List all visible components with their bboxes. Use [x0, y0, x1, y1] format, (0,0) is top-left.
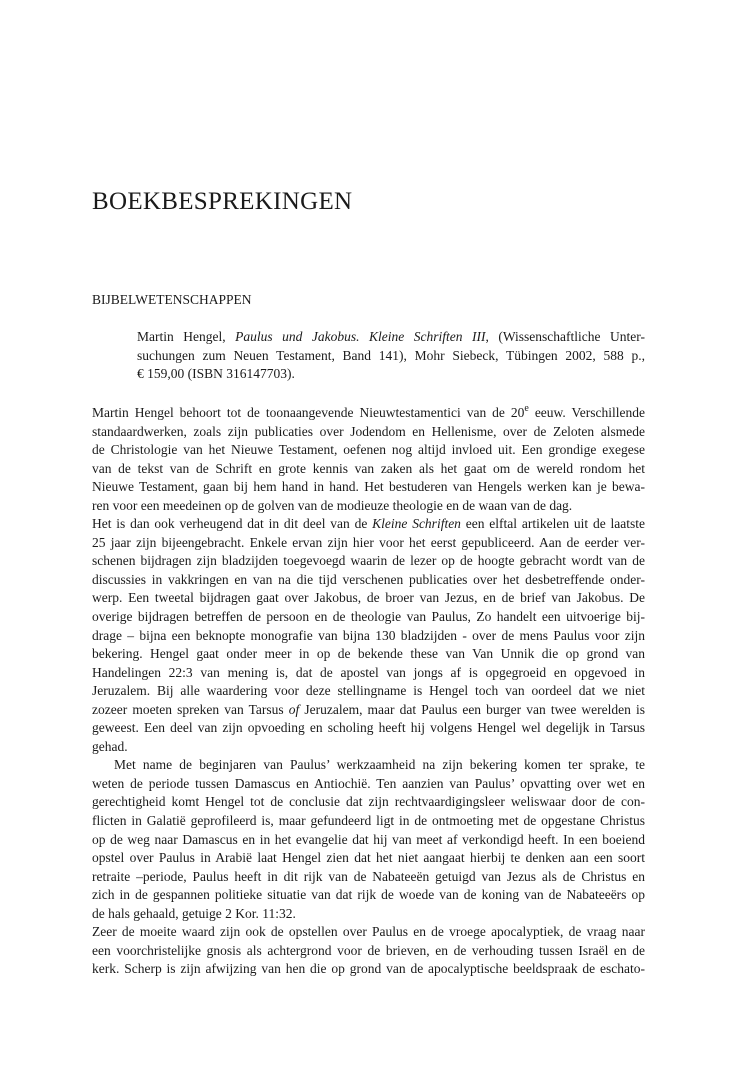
body-text: eeuw. Verschillende — [528, 405, 645, 420]
body-line: retraite –periode, Paulus heeft in dit rijk van de Nabateeën getuigd van Jezus als de Christus en — [92, 868, 645, 884]
body-line: geweest. Een deel van zijn opvoeding en scholing heeft hij volgens Hengel wel degelijk in Tarsus — [92, 720, 645, 736]
book-citation — [137, 328, 645, 384]
body-line: Nieuwe Testament, gaan bij hem hand in hand. Het bestuderen van Hengels werken kan je bewa- — [92, 479, 645, 495]
body-line: bekering. Hengel gaat onder meer in op de bekende these van Van Unnik die op grond van — [92, 646, 645, 662]
body-line: discussies in vakkringen en van na die tijd verschenen publicaties over het desbetreffende onder- — [92, 571, 645, 587]
review-body — [92, 404, 645, 979]
citation-book-title: Paulus und Jakobus. Kleine Schriften III — [235, 329, 486, 344]
body-line: de hals gehaald, getuige 2 Kor. 11:32. — [92, 905, 296, 921]
body-line: zich in de gespannen politieke situatie van dat rijk de woede van de koning van de Nabateeërs op — [92, 887, 645, 903]
body-line: op de weg naar Damascus en in het evangelie dat hij van meet af verkondigd heeft. In een boeiend — [92, 831, 645, 847]
italic-title: Kleine Schriften — [372, 516, 461, 532]
body-line: Met name de beginjaren van Paulus’ werkzaamheid na zijn bekering komen ter sprake, te — [114, 757, 645, 773]
superscript: e — [524, 403, 529, 414]
citation-line: suchungen zum Neuen Testament, Band 141), Mohr Siebeck, Tübingen 2002, 588 p., — [137, 347, 645, 363]
body-line — [92, 404, 645, 423]
body-text: zozeer moeten spreken van Tarsus — [92, 701, 289, 717]
body-text: een elftal artikelen uit de laatste — [460, 516, 645, 532]
citation-details: , (Wissenschaftliche Unter- — [485, 329, 645, 344]
body-line: Handelingen 22:3 van mening is, dat de apostel van jongs af is opgegroeid en opgevoed in — [92, 664, 645, 680]
body-line: standaardwerken, zoals zijn publicaties over Jodendom en Hellenisme, over de Zeloten alsmede — [92, 423, 645, 439]
body-line: werp. Een tweetal bijdragen gaat over Jakobus, de broer van Jezus, en de brief van Jakobus. De — [92, 590, 645, 606]
body-text: Jeruzalem, maar dat Paulus een burger van twee werelden is — [299, 701, 645, 717]
body-line: ren voor een meedeinen op de golven van de modieuze theologie en de waan van de dag. — [92, 497, 573, 513]
italic-word: of — [288, 701, 300, 717]
citation-line — [137, 328, 645, 347]
body-line: weten de periode tussen Damascus en Antiochië. Ten aanzien van Paulus’ opvatting over wet en — [92, 775, 645, 791]
citation-line: € 159,00 (ISBN 316147703). — [137, 366, 295, 382]
body-line: Jeruzalem. Bij alle waardering voor deze stellingname is Hengel toch van oordeel dat we niet — [92, 683, 645, 699]
body-line: kerk. Scherp is zijn afwijzing van hen die op grond van de apocalyptische beeldspraak de eschato- — [92, 961, 645, 977]
body-line — [92, 515, 645, 534]
body-line: een voorchristelijke gnosis als achtergrond voor de brieven, en de verhouding tussen Israël en de — [92, 942, 645, 958]
body-line: opstel over Paulus in Arabië laat Hengel zien dat het niet aangaat hierbij te denken aan een soort — [92, 850, 645, 866]
citation-author: Martin Hengel, — [137, 329, 236, 344]
body-text: Martin Hengel behoort tot de toonaangevende Nieuwtestamentici van de 20 — [92, 405, 525, 420]
body-line: drage – bijna een beknopte monografie van bijna 130 bladzijden - over de mens Paulus voor zijn — [92, 627, 645, 643]
body-line: flicten in Galatië geprofileerd is, maar gefundeerd ligt in de ontmoeting met de opgestane Christus — [92, 813, 645, 829]
body-line — [92, 701, 645, 720]
body-line: schenen bijdragen zijn bladzijden toegevoegd waarin de lezer op de hoogte gebracht wordt van de — [92, 553, 645, 569]
section-heading: BIJBELWETENSCHAPPEN — [92, 292, 252, 307]
body-line: 25 jaar zijn bijeengebracht. Enkele ervan zijn hier voor het eerst gepubliceerd. Aan de eerder ver- — [92, 534, 645, 550]
body-line: gerechtigheid komt Hengel tot de conclusie dat zijn rechtvaardigingsleer weliswaar door de con- — [92, 794, 645, 810]
body-line: overige bijdragen betreffen de persoon en de theologie van Paulus, Zo handelt een uitvoerige bij- — [92, 609, 645, 625]
body-line: van de tekst van de Schrift en grote kennis van zaken als het gaat om de wereld rondom het — [92, 460, 645, 476]
page-title: BOEKBESPREKINGEN — [92, 188, 353, 215]
body-line: de Christologie van het Nieuwe Testament, oefenen nog altijd invloed uit. Een grondige exegese — [92, 442, 645, 458]
body-line: Zeer de moeite waard zijn ook de opstellen over Paulus en de vroege apocalyptiek, de vraag naar — [92, 924, 645, 940]
body-text: Het is dan ook verheugend dat in dit deel van de — [92, 516, 373, 532]
body-line: gehad. — [92, 738, 128, 754]
